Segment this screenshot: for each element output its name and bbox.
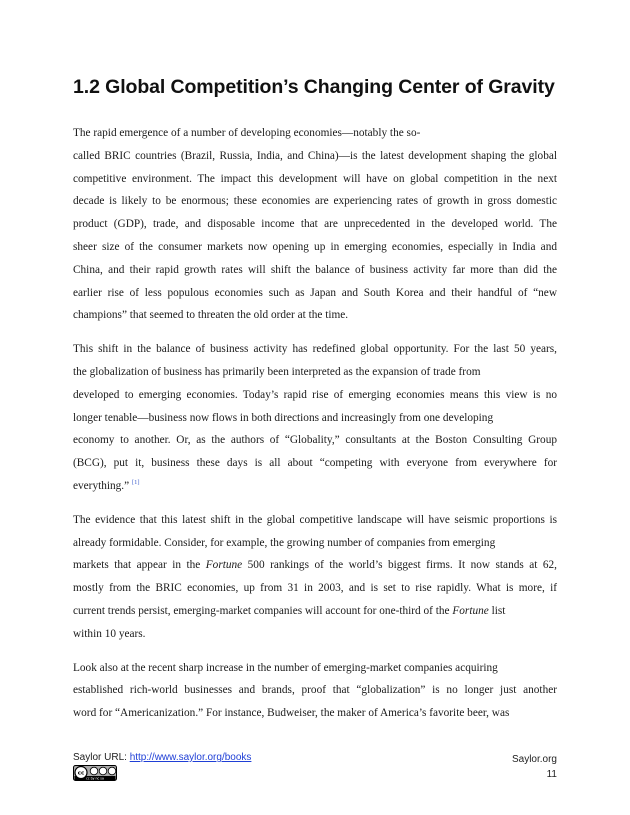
footer-site: Saylor.org	[511, 754, 557, 765]
text-line: established rich-world businesses and brands, proof that “globalization” is no longer just another	[73, 684, 557, 697]
text-line: (BCG), put it, business these days is all about “competing with everyone from everywhere for	[73, 457, 557, 470]
text-line	[73, 554, 557, 577]
paragraph-3	[73, 509, 557, 646]
text-line: mostly from the BRIC economies, up from 31 in 2003, and is set to rise rapidly. What is more, if	[73, 582, 557, 595]
svg-text:cc: cc	[77, 770, 85, 777]
text-span: list	[488, 604, 506, 617]
text-line: Look also at the recent sharp increase in the number of emerging-market companies acquiring	[73, 661, 498, 674]
section-heading: 1.2 Global Competition’s Changing Center of Gravity	[73, 76, 555, 98]
text-line: called BRIC countries (Brazil, Russia, India, and China)—is the latest development shaping the global	[73, 149, 557, 162]
text-line	[73, 475, 557, 498]
text-line: already formidable. Consider, for example, the growing number of companies from emerging	[73, 536, 496, 549]
footer-url-link[interactable]: http://www.saylor.org/books	[129, 752, 252, 763]
text-line: word for “Americanization.” For instance, Budweiser, the maker of America’s favorite beer, was	[73, 707, 510, 720]
text-span: current trends persist, emerging-market companies will account for one-third of the	[73, 604, 453, 617]
italic-title: Fortune	[452, 604, 489, 617]
creative-commons-license-icon	[73, 765, 117, 781]
text-line: China, and their rapid growth rates will shift the balance of business activity far more than did the	[73, 263, 557, 276]
footer-right	[512, 752, 557, 782]
italic-title: Fortune	[205, 559, 243, 572]
footer-source	[73, 752, 251, 763]
text-line: within 10 years.	[73, 627, 146, 640]
paragraph-1	[73, 122, 557, 327]
text-line: earlier rise of less populous economies such as Japan and South Korea and their handful of “new	[73, 286, 557, 299]
text-line: sheer size of the consumer markets now opening up in emerging economies, especially in India and	[73, 240, 557, 253]
text-line: This shift in the balance of business activity has redefined global opportunity. For the last 50 years,	[73, 343, 557, 356]
text-span: markets that appear in the	[73, 559, 206, 572]
text-line: champions” that seemed to threaten the old order at the time.	[73, 309, 349, 322]
page-number: 11	[546, 769, 557, 780]
license-badge-text: cc by nc sa	[86, 776, 104, 781]
text-line: product (GDP), trade, and disposable income that are unprecedented in the developed world. The	[73, 218, 557, 231]
text-span: everything.”	[73, 479, 130, 492]
paragraph-2	[73, 338, 557, 498]
text-span: 500 rankings of the world’s biggest firms. It now stands at 62,	[242, 559, 557, 572]
text-line: longer tenable—business now flows in both directions and increasingly from one developing	[73, 411, 494, 424]
text-line: the globalization of business has primarily been interpreted as the expansion of trade from	[73, 365, 481, 378]
text-line	[73, 600, 557, 623]
text-line: economy to another. Or, as the authors of “Globality,” consultants at the Boston Consulting Group	[73, 434, 557, 447]
text-line: developed to emerging economies. Today’s rapid rise of emerging economies means this view is no	[73, 388, 557, 401]
text-line: The evidence that this latest shift in the global competitive landscape will have seismic proportions is	[73, 513, 557, 526]
text-line: The rapid emergence of a number of developing economies—notably the so-	[73, 127, 421, 139]
text-line: competitive environment. The impact this development will have on global competition in the next	[73, 172, 557, 185]
body-text	[73, 122, 557, 725]
footnote-reference-link[interactable]: [1]	[131, 479, 140, 487]
text-line: decade is likely to be enormous; these economies are experiencing rates of growth in gross domestic	[73, 195, 557, 208]
paragraph-4	[73, 657, 557, 725]
footer-url-label: Saylor URL:	[73, 752, 130, 763]
